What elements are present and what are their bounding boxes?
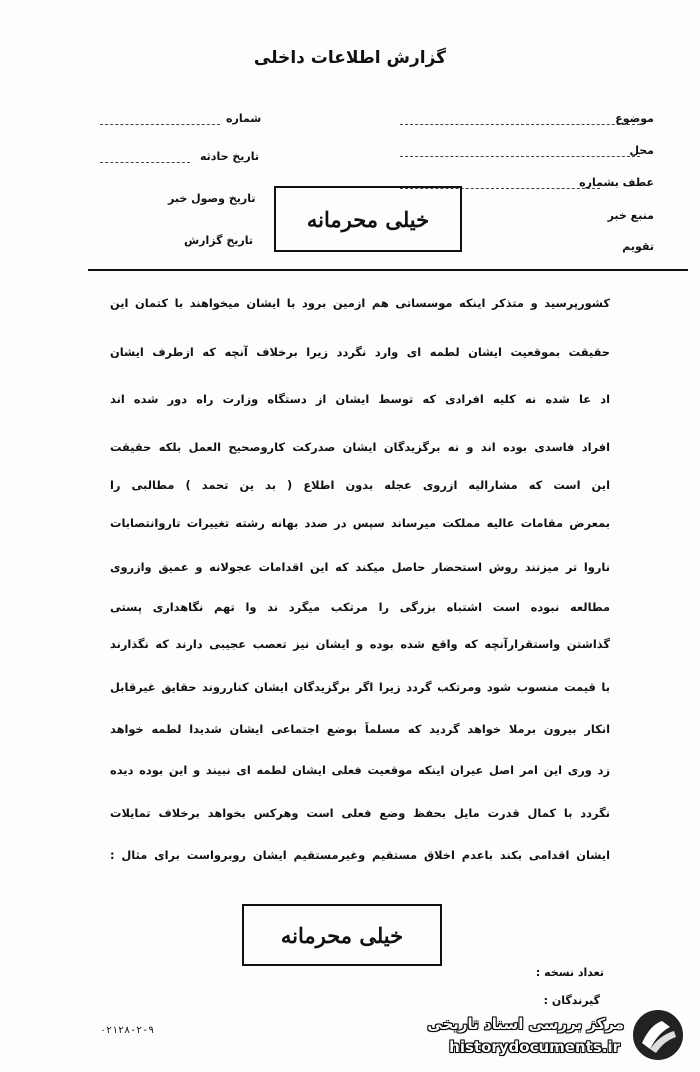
field-incident-date-line xyxy=(100,162,190,163)
field-reference-number: عطف بشماره xyxy=(579,176,654,189)
field-location: محل xyxy=(629,144,654,157)
body-line: ایشان اقدامی بکند باعدم اخلاق مستقیم وغیرمستقیم ایشان روبرواست برای مثال : xyxy=(110,848,610,862)
field-report-date: تاریخ گزارش xyxy=(184,234,254,247)
body-line: حقیقت بموقعیت ایشان لطمه ای وارد نگردد زیرا برخلاف آنچه که ازطرف ایشان xyxy=(110,345,610,359)
classification-stamp-top: خیلی محرمانه xyxy=(274,186,462,252)
watermark-url: historydocuments.ir xyxy=(449,1038,620,1056)
body-line: گذاشتن واستقرارآنچه که واقع شده بوده و ایشان نیز تعصب عجیبی دارند که نگذارند xyxy=(110,637,610,651)
field-recipients: گیرندگان : xyxy=(543,994,600,1007)
watermark-title: مرکز بررسی اسناد تاریخی xyxy=(427,1015,624,1033)
book-logo-icon xyxy=(628,1007,688,1063)
body-line: ناروا تر میزنند روش استحضار حاصل میکند که این اقدامات عجولانه و عمیق وازروی xyxy=(110,560,610,574)
field-incident-date: تاریخ حادثه xyxy=(200,150,259,163)
body-line: اد عا شده نه کلیه افرادی که توسط ایشان از دستگاه وزارت راه دور شده اند xyxy=(110,392,610,406)
field-number: شماره xyxy=(226,112,262,125)
field-copy-count: تعداد نسخه : xyxy=(535,966,604,979)
body-line: مطالعه نبوده است اشتباه بزرگی را مرتکب میگرد ند وا تهم نگاهداری پستی xyxy=(110,600,610,614)
field-subject-line xyxy=(400,124,640,125)
field-number-line xyxy=(100,124,220,125)
body-line: افراد فاسدی بوده اند و نه برگزیدگان ایشان صدرکت کاروصحیح العمل بلکه حقیقت xyxy=(110,440,610,454)
document-title: گزارش اطلاعات داخلی xyxy=(253,48,447,68)
body-line: نگردد با کمال قدرت مایل بحفظ وضع فعلی است وهرکس بخواهد برخلاف تمایلات xyxy=(110,806,610,820)
field-calendar: تقویم xyxy=(622,240,654,253)
field-news-source: منبع خبر xyxy=(607,209,654,222)
body-line: زد وری این امر اصل عیران اینکه موقعیت فعلی ایشان لطمه ای نبیند و این بوده دیده xyxy=(110,763,610,777)
field-subject: موضوع xyxy=(615,112,654,125)
body-line: با قیمت منسوب شود ومرتکب گردد زیرا اگر برگزیدگان ایشان کنارروند حقایق غیرقابل xyxy=(110,680,610,694)
classification-stamp-bottom: خیلی محرمانه xyxy=(242,904,442,966)
document-code: ۰۲۱۲۸-۲-۹ xyxy=(100,1025,155,1036)
body-line: این است که مشارالیه ازروی عجله بدون اطلاع ( بد ین تحمد ) مطالبی را xyxy=(110,478,610,492)
body-line: کشورپرسید و متذکر اینکه موسساتی هم ازمین برود با ایشان میخواهند با کتمان این xyxy=(110,296,610,310)
body-line: بمعرض مقامات عالیه مملکت میرساند سپس در صدد بهانه رشته تغییرات تاروانتصابات xyxy=(110,516,610,530)
field-location-line xyxy=(400,156,640,157)
body-line: انکار بیرون برملا خواهد گردید که مسلماً بوضع اجتماعی ایشان شدیدا لطمه خواهد xyxy=(110,722,610,736)
field-receipt-date: تاریخ وصول خبر xyxy=(168,192,256,205)
header-divider xyxy=(88,269,688,271)
